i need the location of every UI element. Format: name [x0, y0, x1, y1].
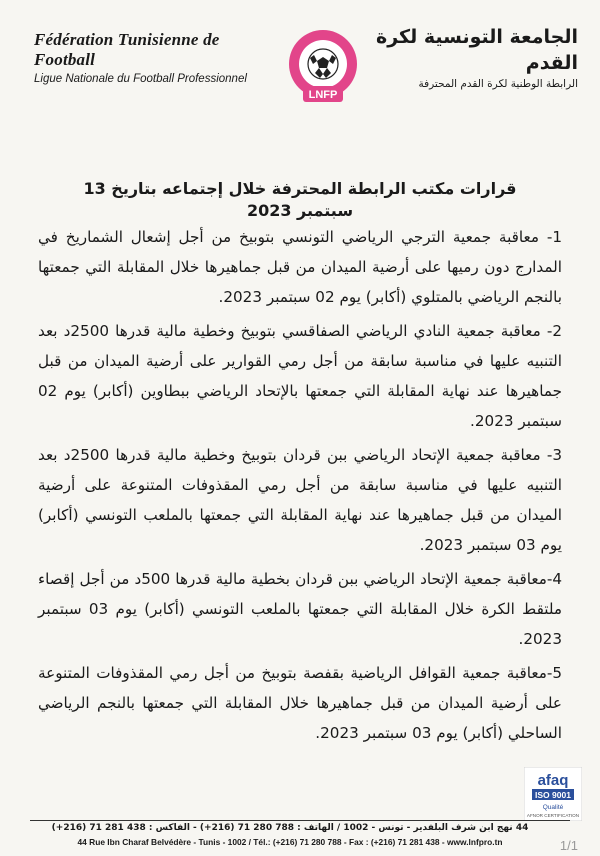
federation-name-ar: الجامعة التونسية لكرة القدم [376, 26, 578, 74]
decision-item: 1- معاقبة جمعية الترجي الرياضي التونسي بتوبيخ من أجل إشعال الشماريخ في المدارج دون رميها على أرضية الميدان من قبل جماهيرها خلال المقابلة التي جمعتها بالنجم الرياضي بالمتلوي (أكابر) يوم 02 سبتمبر 2023. [38, 228, 562, 306]
decision-item: 3- معاقبة جمعية الإتحاد الرياضي ببن قردان بتوبيخ وخطية مالية قدرها 2500د بعد التنبيه عليها في مناسبة سابقة من أجل رمي المقذوفات المتنوعة على أرضية الميدان من قبل جماهيرها عند نهاية المقابلة التي جمعتها بالملعب التونسي (أكابر) يوم 03 سبتمبر 2023. [38, 446, 562, 554]
afaq-brand: afaq [537, 772, 569, 789]
ligue-name-fr: Ligue Nationale du Football Professionnel [34, 73, 247, 85]
page-number: 1/1 [559, 838, 578, 853]
footer-divider [30, 820, 570, 821]
decision-item: 5-معاقبة جمعية القوافل الرياضية بقفصة بتوبيخ من أجل رمي المقذوفات المتنوعة على أرضية الميدان من قبل جماهيرها خلال المقابلة التي جمعتها بالنجم الرياضي الساحلي (أكابر) يوم 03 سبتمبر 2023. [38, 664, 562, 742]
decision-item: 2- معاقبة جمعية النادي الرياضي الصفاقسي بتوبيخ وخطية مالية قدرها 2500د بعد التنبيه عليها في مناسبة سابقة من أجل رمي القوارير على أرضية الميدان من قبل جماهيرها عند نهاية المقابلة التي جمعتها بالإتحاد الرياضي ببطاوين (أكابر) يوم 02 سبتمبر 2023. [38, 322, 563, 430]
federation-name-fr: Fédération Tunisienne de Football [34, 30, 220, 69]
afnor-label: AFNOR CERTIFICATION [526, 813, 580, 818]
afaq-certification-badge [524, 767, 582, 821]
header-left [34, 30, 284, 87]
decisions-list [38, 222, 562, 752]
iso-sub-label: Qualité [542, 804, 564, 811]
header-right [348, 24, 578, 92]
iso-label: ISO 9001 [535, 790, 571, 800]
footer-address-fr: 44 Rue Ibn Charaf Belvédère - Tunis - 1002 / Tél.: (+216) 71 280 788 - Fax : (+216) 71 281 438 - www.lnfpro.tn [77, 837, 503, 847]
footer-address-ar: 44 نهج ابن شرف البلفدير - تونس - 1002 / الهاتف : 788 280 71 (216+) - الفاكس : 438 281 71 (216+) [51, 823, 529, 833]
logo-text: LNFP [308, 89, 338, 101]
ligue-name-ar: الرابطة الوطنية لكرة القدم المحترفة [418, 78, 578, 90]
document-title: قرارات مكتب الرابطة المحترفة خلال إجتماعه بتاريخ 13 سبتمبر 2023 [83, 179, 517, 220]
decision-item: 4-معاقبة جمعية الإتحاد الرياضي ببن قردان بخطية مالية قدرها 500د من أجل إقصاء ملتقط الكرة خلال المقابلة التي جمعتها بالملعب التونسي (أكابر) يوم 03 سبتمبر 2023. [38, 570, 562, 648]
